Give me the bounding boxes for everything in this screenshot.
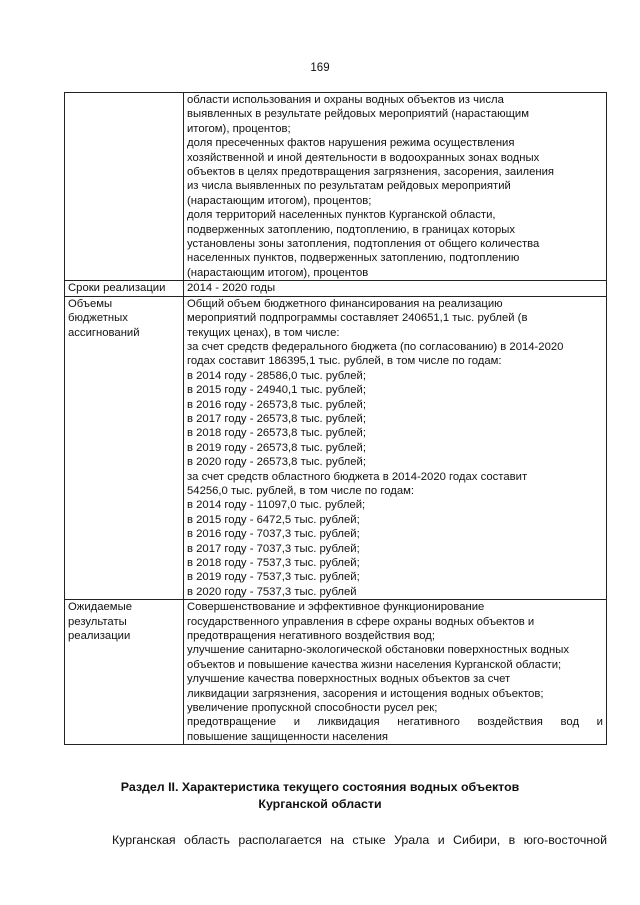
text-line: за счет средств областного бюджета в 2014-2020 годах составит [187,470,528,483]
body-paragraph: Курганская область располагается на стыке Урала и Сибири, в юго-восточной [112,833,607,847]
text-line: области использования и охраны водных объектов из числа [187,94,504,106]
text-line: в 2016 году - 26573,8 тыс. рублей; [187,398,367,411]
label-line: результаты [68,615,127,628]
text-line: объектов в целях предотвращения загрязнения, засорения, заиления [187,166,555,179]
text-line: населенных пунктов, подверженных затоплению, подтоплению [187,252,520,265]
section-title [0,779,640,813]
terms-label: Сроки реализации [65,281,184,296]
text-line: в 2014 году - 11097,0 тыс. рублей; [187,499,366,512]
section-title-line: Раздел II. Характеристика текущего состояния водных объектов [120,780,520,794]
text-line: установлены зоны затопления, подтопления от общего количества [187,238,540,251]
text-line: предотвращение и ликвидация негативного воздействия вод и [187,716,603,729]
text-line: в 2017 году - 7037,3 тыс. рублей; [187,542,360,555]
text-line: в 2020 году - 7537,3 тыс. рублей [187,585,357,598]
page-number: 169 [310,62,330,74]
terms-value: 2014 - 2020 годы [184,281,607,296]
text-line: текущих ценах), в том числе: [187,326,340,339]
program-passport-table [64,92,607,745]
text-line: в 2020 году - 26573,8 тыс. рублей; [187,456,367,469]
row-label-empty [65,93,184,281]
text-line: подверженных затоплению, подтоплению, в границах которых [187,223,516,236]
text-line: доля территорий населенных пунктов Курганской области, [187,209,496,222]
funding-cell [184,296,607,600]
text-line: в 2014 году - 28586,0 тыс. рублей; [187,369,367,382]
label-line: бюджетных [68,312,128,325]
text-line: Общий объем бюджетного финансирования на реализацию [187,297,503,310]
text-line: итогом), процентов; [187,122,291,135]
label-line: реализации [68,630,131,643]
text-line: повышение защищенности населения [187,730,389,743]
text-line: из числа выявленных по результатам рейдовых мероприятий [187,180,511,193]
text-line: доля пресеченных фактов нарушения режима осуществления [187,137,515,150]
targets-cell [184,93,607,281]
text-line: в 2018 году - 7537,3 тыс. рублей; [187,557,360,569]
funding-label [65,296,184,600]
text-line: Совершенствование и эффективное функционирование [187,601,485,614]
results-label [65,600,184,745]
section-title-line: Курганской области [258,797,382,811]
text-line: улучшение санитарно-экологической обстановки поверхностных водных [187,644,570,657]
text-line: государственного управления в сфере охраны водных объектов и [187,615,535,628]
table-row-targets-continued [65,93,607,281]
label-line: Ожидаемые [68,601,132,614]
text-line: объектов и повышение качества жизни населения Курганской области; [187,658,562,671]
text-line: (нарастающим итогом), процентов [187,266,369,279]
label-line: Объемы [68,297,113,310]
text-line: выявленных в результате рейдовых мероприятий (нарастающим [187,108,530,121]
text-line: хозяйственной и иной деятельности в водоохранных зонах водных [187,151,540,164]
text-line: в 2019 году - 26573,8 тыс. рублей; [187,441,367,454]
label-line: ассигнований [68,326,140,339]
table-row-terms [65,281,607,296]
text-line: мероприятий подпрограммы составляет 240651,1 тыс. рублей (в [187,312,528,325]
text-line: в 2017 году - 26573,8 тыс. рублей; [187,412,367,425]
text-line: улучшение качества поверхностных водных объектов за счет [187,673,511,686]
table-row-results [65,600,607,745]
text-line: в 2016 году - 7037,3 тыс. рублей; [187,528,360,541]
text-line: ликвидации загрязнения, засорения и истощения водных объектов; [187,687,544,700]
text-line: за счет средств федерального бюджета (по согласованию) в 2014-2020 [187,340,564,353]
text-line: в 2018 году - 26573,8 тыс. рублей; [187,427,367,440]
text-line: (нарастающим итогом), процентов; [187,194,372,207]
table-row-funding [65,296,607,600]
text-line: в 2019 году - 7537,3 тыс. рублей; [187,571,360,584]
text-line: увеличение пропускной способности русел рек; [187,702,438,715]
text-line: в 2015 году - 24940,1 тыс. рублей; [187,384,367,397]
text-line: годах составит 186395,1 тыс. рублей, в том числе по годам: [187,355,502,368]
results-cell [184,600,607,745]
text-line: 54256,0 тыс. рублей, в том числе по годам: [187,484,415,497]
text-line: предотвращения негативного воздействия вод; [187,630,435,643]
text-line: в 2015 году - 6472,5 тыс. рублей; [187,513,360,526]
